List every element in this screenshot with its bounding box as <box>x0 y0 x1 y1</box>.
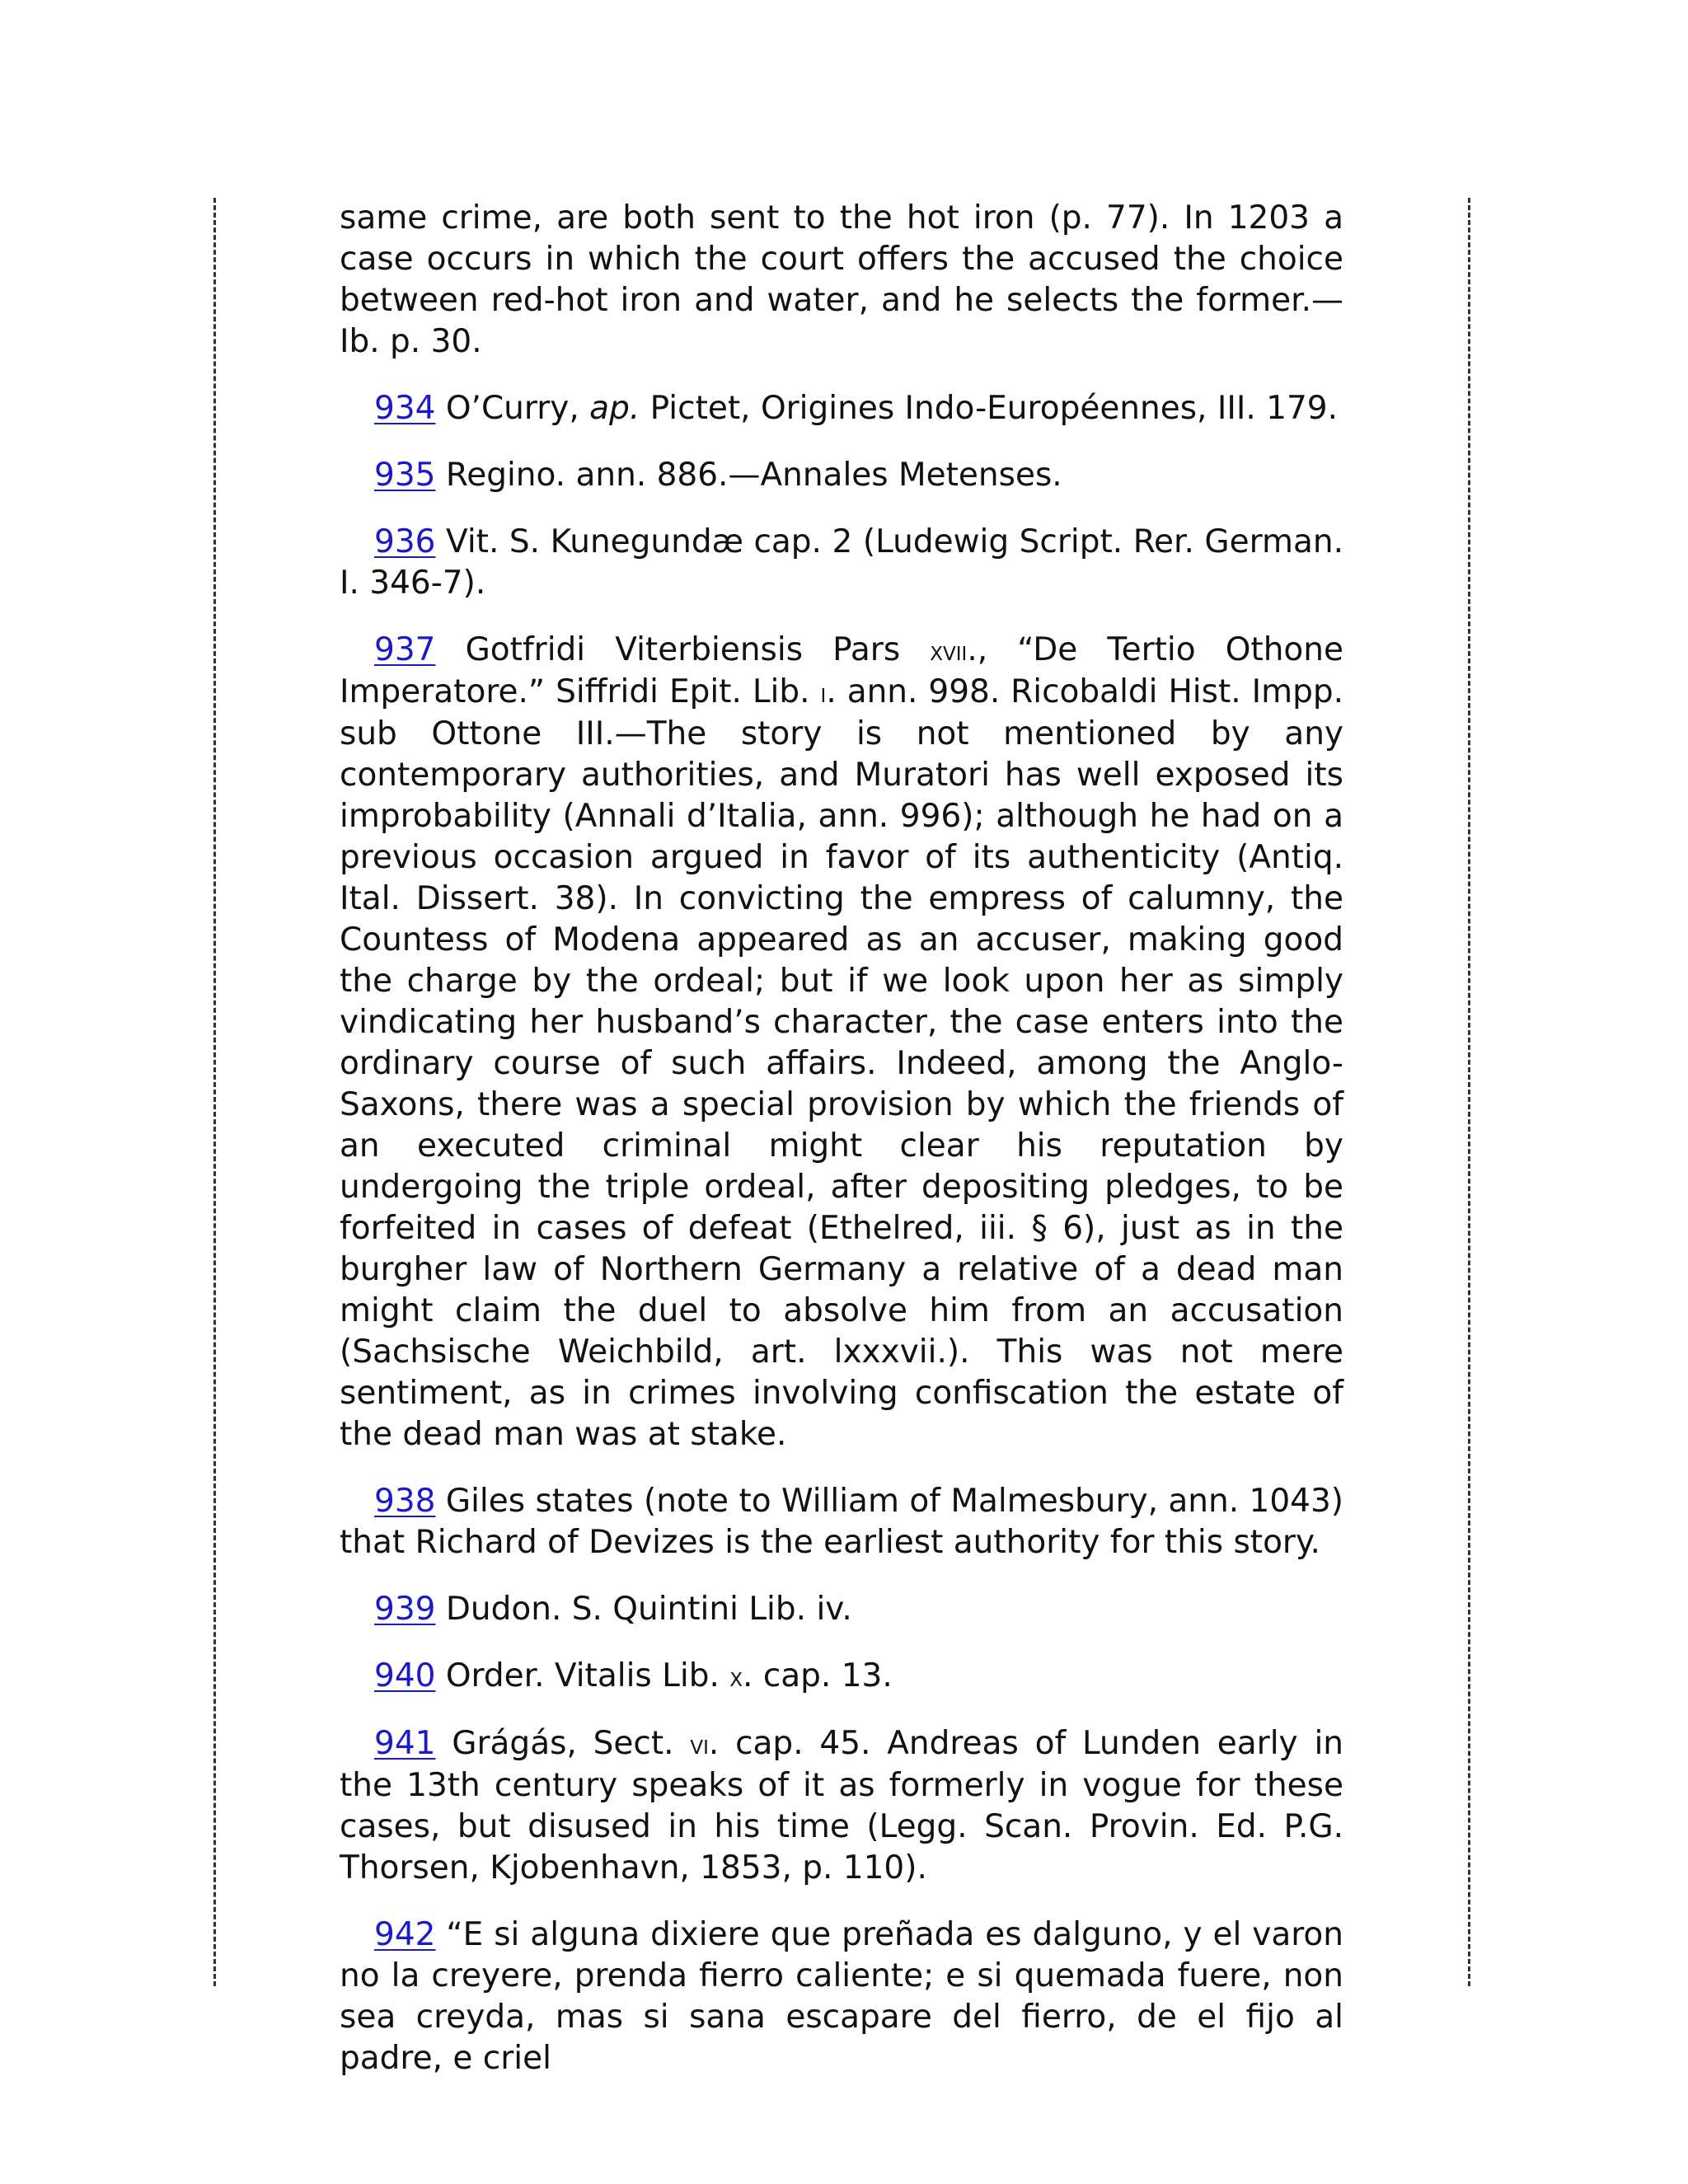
footnote-text-941-b: . cap. 45. Andreas of Lunden early in the 13th century speaks of it as formerly in vogue for these cases, but disused in his time (Legg. Scan. Provin. Ed. P.G. Thorsen, Kjobenhavn, 1853, p. 110). <box>340 1725 1343 1886</box>
footnote-text-940-roman: x <box>729 1661 743 1693</box>
footnote-text-940-b: . cap. 13. <box>743 1657 893 1694</box>
footnotes-text-column <box>340 198 1343 2105</box>
footnote-935 <box>340 455 1343 496</box>
footnote-link-939[interactable]: 939 <box>374 1591 436 1628</box>
footnote-text-934-italic: ap. <box>589 390 640 427</box>
footnote-text-934-a: O’Curry, <box>445 390 579 427</box>
footnote-text-937-c: . ann. 998. Ricobaldi Hist. Impp. sub Ottone III.—The story is not mentioned by any contemporary authorities, and Muratori has well exposed its improbability (Annali d’Italia, ann. 996); although he had on a previous occasion argued in favor of its authenticity (Antiq. Ital. Dissert. 38). In convicting the empress of calumny, the Countess of Modena appeared as an accuser, making good the charge by the ordeal; but if we look upon her as simply vindicating her husband’s character, the case enters into the ordinary course of such affairs. Indeed, among the Anglo-Saxons, there was a special provision by which the friends of an executed criminal might clear his reputation by undergoing the triple ordeal, after depositing pledges, to be forfeited in cases of defeat (Ethelred, iii. § 6), just as in the burgher law of Northern Germany a relative of a dead man might claim the duel to absolve him from an accusation (Sachsische Weichbild, art. lxxxvii.). This was not mere sentiment, as in crimes involving confiscation the estate of the dead man was at stake. <box>340 673 1343 1453</box>
footnote-text-938: Giles states (note to William of Malmesbury, ann. 1043) that Richard of Devizes is the earliest authority for this story. <box>340 1483 1343 1561</box>
footnote-936 <box>340 522 1343 604</box>
right-margin-rule <box>1468 198 1470 1986</box>
footnote-text-942: “E si alguna dixiere que preñada es dalguno, y el varon no la creyere, prenda fierro caliente; e si quemada fuere, non sea creyda, mas si sana escapare del fierro, de el fijo al padre, e criel <box>340 1916 1343 2077</box>
footnote-link-941[interactable]: 941 <box>374 1725 436 1762</box>
footnote-941 <box>340 1723 1343 1889</box>
footnote-link-935[interactable]: 935 <box>374 457 436 494</box>
footnote-text-937-roman-1: xvii <box>930 635 968 667</box>
footnote-link-942[interactable]: 942 <box>374 1916 436 1953</box>
footnote-934 <box>340 388 1343 429</box>
footnote-937 <box>340 630 1343 1455</box>
footnote-text-935: Regino. ann. 886.—Annales Metenses. <box>445 457 1062 494</box>
footnote-text-941-a: Grágás, Sect. <box>452 1725 674 1762</box>
continued-footnote-text: same crime, are both sent to the hot iron (p. 77). In 1203 a case occurs in which the court offers the accused the choice between red-hot iron and water, and he selects the former.—Ib. p. 30. <box>340 199 1343 360</box>
footnote-text-937-a: Gotfridi Viterbiensis Pars <box>465 631 901 668</box>
footnote-text-936: Vit. S. Kunegundæ cap. 2 (Ludewig Script. Rer. German. I. 346-7). <box>340 523 1343 602</box>
footnote-942 <box>340 1915 1343 2079</box>
footnote-link-936[interactable]: 936 <box>374 523 436 560</box>
footnote-link-940[interactable]: 940 <box>374 1657 436 1694</box>
continued-footnote-paragraph <box>340 198 1343 363</box>
footnote-text-941-roman: vi <box>690 1728 709 1760</box>
footnote-938 <box>340 1481 1343 1563</box>
footnote-940 <box>340 1656 1343 1698</box>
footnote-link-937[interactable]: 937 <box>374 631 436 668</box>
footnote-link-938[interactable]: 938 <box>374 1483 436 1520</box>
footnote-text-934-b: Pictet, Origines Indo-Européennes, III. 179. <box>649 390 1338 427</box>
footnote-text-940-a: Order. Vitalis Lib. <box>445 1657 720 1694</box>
footnote-link-934[interactable]: 934 <box>374 390 436 427</box>
footnote-text-937-roman-2: i <box>820 677 827 709</box>
left-margin-rule <box>213 198 216 1986</box>
footnote-text-939: Dudon. S. Quintini Lib. iv. <box>445 1591 852 1628</box>
footnote-text-937-b: ., “De Tertio Othone Imperatore.” Siffridi Epit. Lib. <box>340 631 1343 710</box>
footnote-939 <box>340 1589 1343 1630</box>
